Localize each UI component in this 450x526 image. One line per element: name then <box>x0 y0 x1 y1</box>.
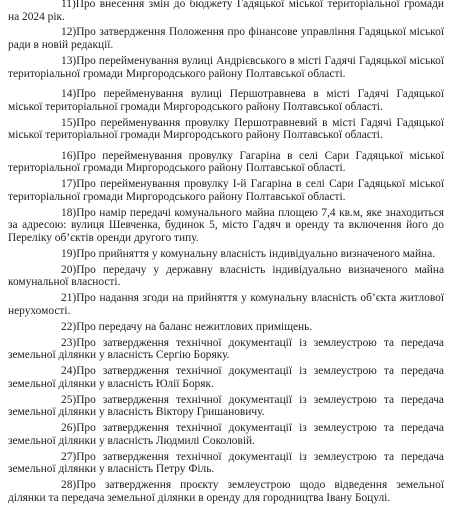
agenda-item-18 <box>8 207 448 245</box>
item-text: Про затвердження технічної документації із землеустрою та передача земельної ділянки у власність Петру Філь. <box>8 450 444 476</box>
agenda-list <box>8 0 448 508</box>
item-number: 28) <box>61 479 77 492</box>
item-number: 12) <box>61 26 77 39</box>
item-number: 17) <box>61 178 77 191</box>
item-number: 18) <box>61 206 77 219</box>
agenda-item-13 <box>8 55 448 80</box>
agenda-item-26 <box>8 422 448 447</box>
agenda-item-25 <box>8 394 448 419</box>
item-number: 23) <box>61 336 77 349</box>
agenda-item-14 <box>8 88 448 113</box>
item-text: Про перейменування провулку Гагаріна в селі Сари Гадяцької міської територіальної громади Миргородського району Полтавської області. <box>8 149 444 175</box>
item-text: Про передачу у державну власність індивідуально визначеного майна комунальної власності. <box>8 263 444 289</box>
item-text: Про перейменування провулку Першотравневий в місті Гадячі Гадяцької міської територіальної громади Миргородського району Полтавської області. <box>8 116 444 142</box>
item-text: Про намір передачі комунального майна площею 7,4 кв.м, яке знаходиться за адресою: вулиця Шевченка, будинок 5, місто Гадяч в оренду та включення його до Переліку об’єктів оренди другого типу. <box>8 206 444 244</box>
item-text: Про затвердження технічної документації із землеустрою та передача земельної ділянки у власність Людмилі Соколовій. <box>8 422 444 447</box>
item-text: Про надання згоди на прийняття у комунальну власність об’єкта житлової нерухомості. <box>8 292 444 317</box>
agenda-item-17 <box>8 178 448 203</box>
item-number: 27) <box>61 450 77 463</box>
item-text: Про перейменування провулку І-й Гагаріна в селі Сари Гадяцької міської територіальної громади Миргородського району Полтавської області. <box>8 178 444 203</box>
item-text: Про затвердження технічної документації із землеустрою та передача земельної ділянки у власність Віктору Гришановичу. <box>8 393 444 419</box>
item-text: Про перейменування вулиці Андрієвського в місті Гадячі Гадяцької міської територіальної громади Миргородського району Полтавської області. <box>8 54 444 80</box>
agenda-item-21 <box>8 292 448 317</box>
item-number: 26) <box>61 422 77 435</box>
item-number: 19) <box>61 247 77 260</box>
item-text: Про прийняття у комунальну власність індивідуально визначеного майна. <box>76 247 436 260</box>
item-number: 11) <box>61 0 76 10</box>
item-number: 15) <box>61 116 77 129</box>
agenda-item-20 <box>8 264 448 289</box>
item-text: Про затвердження проєкту землеустрою щодо відведення земельної ділянки та передача земельної ділянки в оренду для городництва Івану Боцулі. <box>8 479 444 504</box>
agenda-item-24 <box>8 365 448 390</box>
item-number: 21) <box>61 292 77 305</box>
agenda-item-27 <box>8 451 448 476</box>
item-text: Про перейменування вулиці Першотравнева в місті Гадячі Гадяцької міської територіальної громади Миргородського району Полтавської області. <box>8 88 444 113</box>
item-number: 16) <box>61 149 77 162</box>
agenda-item-19 <box>8 248 448 261</box>
agenda-item-15 <box>8 117 448 142</box>
item-text: Про затвердження технічної документації із землеустрою та передача земельної ділянки у власність Юлії Боряк. <box>8 365 444 390</box>
agenda-item-28 <box>8 479 448 504</box>
item-number: 13) <box>61 54 77 67</box>
item-number: 24) <box>61 365 77 378</box>
item-text: Про затвердження технічної документації із землеустрою та передача земельної ділянки у власність Сергію Боряку. <box>8 336 444 362</box>
item-number: 14) <box>61 88 77 101</box>
item-number: 25) <box>61 393 77 406</box>
item-number: 22) <box>61 320 77 333</box>
agenda-item-22 <box>8 321 448 334</box>
item-text: Про внесення змін до бюджету Гадяцької міської територіальної громади на 2024 рік. <box>8 0 444 23</box>
item-number: 20) <box>61 263 77 276</box>
agenda-item-11 <box>8 0 448 23</box>
agenda-item-12 <box>8 26 448 51</box>
agenda-item-23 <box>8 337 448 362</box>
agenda-item-16 <box>8 150 448 175</box>
item-text: Про передачу на баланс нежитлових приміщень. <box>76 320 313 333</box>
item-text: Про затвердження Положення про фінансове управління Гадяцької міської ради в новій редакції. <box>8 26 444 52</box>
